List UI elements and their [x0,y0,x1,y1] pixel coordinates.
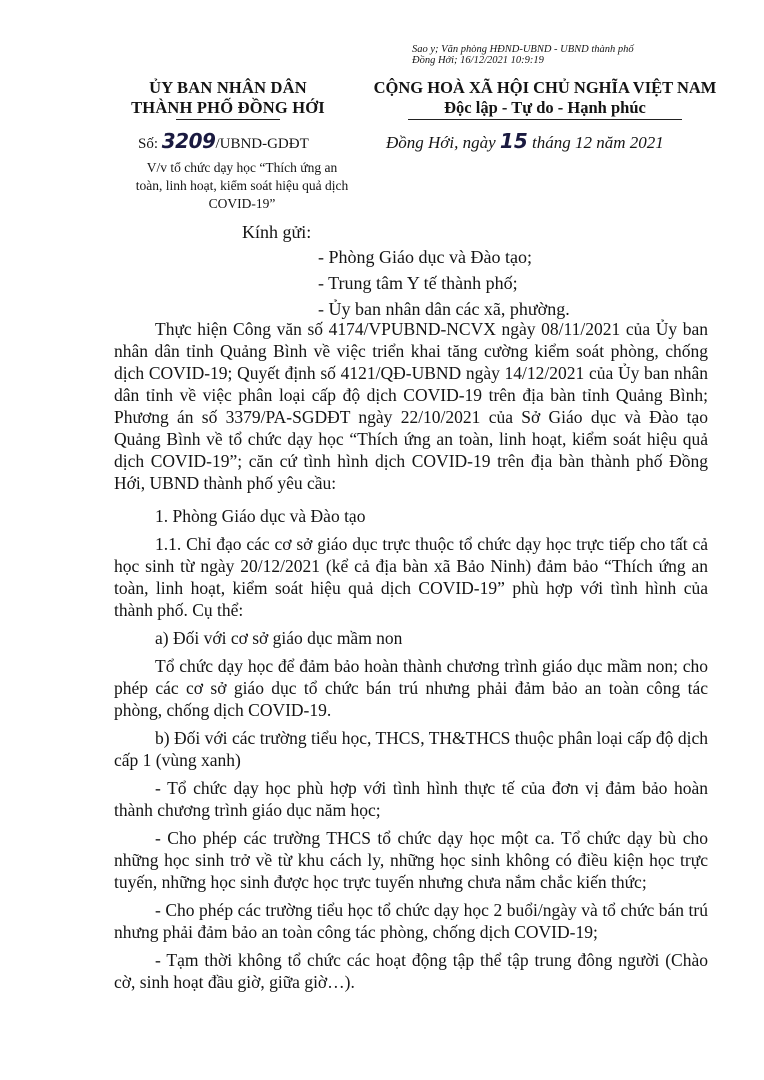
issuing-authority [108,78,348,118]
recipient-list [318,244,570,322]
date-prefix: Đồng Hới, ngày [386,133,500,152]
subsection-heading: b) Đối với các trường tiểu học, THCS, TH&THCS thuộc phân loại cấp độ dịch cấp 1 (vùng xanh) [114,728,708,770]
document-subject: V/v tổ chức dạy học “Thích ứng an toàn, linh hoạt, kiểm soát hiệu quả dịch COVID-19” [135,160,349,211]
greeting: Kính gửi: [242,222,312,242]
issuer-underline [176,119,280,120]
doc-number-suffix: /UBND-GDĐT [215,136,309,152]
issuer-line-1: ỦY BAN NHÂN DÂN [149,78,307,97]
doc-number-handwritten: 3209 [161,129,216,153]
body-paragraph: Tổ chức dạy học để đảm bảo hoàn thành chương trình giáo dục mầm non; cho phép các cơ sở giáo dục tổ chức bán trú nhưng phải đảm bảo an toàn công tác phòng, chống dịch COVID-19. [114,656,708,720]
section-heading: 1. Phòng Giáo dục và Đào tạo [155,506,366,526]
date-day-handwritten: 15 [499,129,528,153]
body-paragraph: - Cho phép các trường THCS tổ chức dạy học một ca. Tổ chức dạy bù cho những học sinh trở về từ khu cách ly, những học sinh không có điều kiện học trực tuyến, những học sinh được học trực tuyến nhưng chưa nắm chắc kiến thức; [114,828,708,892]
digital-copy-stamp [412,44,634,66]
recipient-item: - Trung tâm Y tế thành phố; [318,273,518,293]
issuer-line-2: THÀNH PHỐ ĐỒNG HỚI [131,98,325,117]
doc-number-prefix: Số: [138,136,162,152]
national-header [350,78,740,118]
body-paragraph: - Cho phép các trường tiểu học tổ chức dạy học 2 buổi/ngày và tổ chức bán trú nhưng phải đảm bảo an toàn công tác phòng, chống dịch COVID-19; [114,900,708,942]
national-title: CỘNG HOÀ XÃ HỘI CHỦ NGHĨA VIỆT NAM [373,78,717,97]
recipient-item: - Ủy ban nhân dân các xã, phường. [318,299,570,319]
motto-underline [408,119,682,120]
document-number [138,129,309,153]
stamp-line-2: Đồng Hới; 16/12/2021 10:9:19 [412,55,544,66]
subsection-heading: a) Đối với cơ sở giáo dục mầm non [155,628,403,648]
body-paragraph: - Tổ chức dạy học phù hợp với tình hình thực tế của đơn vị đảm bảo hoàn thành chương trình giáo dục năm học; [114,778,708,820]
document-date [386,129,664,153]
body-paragraph: 1.1. Chỉ đạo các cơ sở giáo dục trực thuộc tổ chức dạy học trực tiếp cho tất cả học sinh từ ngày 20/12/2021 (kể cả địa bàn xã Bảo Ninh) đảm bảo “Thích ứng an toàn, linh hoạt, kiểm soát hiệu quả dịch COVID-19” phù hợp với tình hình của thành phố. Cụ thể: [114,534,708,620]
document-body [114,318,708,993]
body-paragraph: - Tạm thời không tổ chức các hoạt động tập thể tập trung đông người (Chào cờ, sinh hoạt đầu giờ, giữa giờ…). [114,950,708,992]
stamp-line-1: Sao y; Văn phòng HĐND-UBND - UBND thành phố [412,44,634,55]
national-motto: Độc lập - Tự do - Hạnh phúc [444,98,646,117]
date-suffix: tháng 12 năm 2021 [527,133,664,152]
body-paragraph: Thực hiện Công văn số 4174/VPUBND-NCVX ngày 08/11/2021 của Ủy ban nhân dân tỉnh Quảng Bình về việc triển khai tăng cường kiểm soát phòng, chống dịch COVID-19; Quyết định số 4121/QĐ-UBND ngày 14/12/2021 của Ủy ban nhân dân tỉnh về việc phân loại cấp độ dịch COVID-19 trên địa bàn tỉnh Quảng Bình; Phương án số 3379/PA-SGDĐT ngày 22/10/2021 của Sở Giáo dục và Đào tạo Quảng Bình về tổ chức dạy học “Thích ứng an toàn, linh hoạt, kiểm soát hiệu quả dịch COVID-19”; căn cứ tình hình dịch COVID-19 trên địa bàn thành phố Đồng Hới, UBND thành phố yêu cầu: [114,319,708,493]
recipient-item: - Phòng Giáo dục và Đào tạo; [318,247,532,267]
